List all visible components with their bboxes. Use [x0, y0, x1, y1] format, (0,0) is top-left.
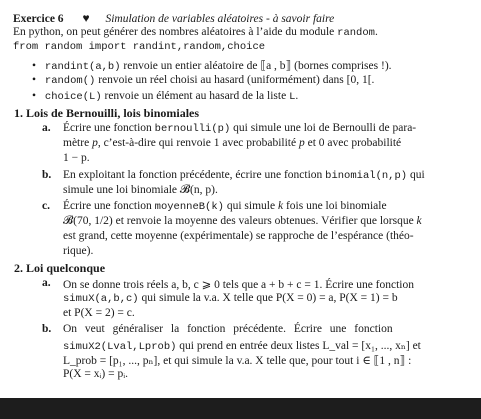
list-item: • choice(L) renvoie un élément au hasard de la liste L. — [32, 90, 299, 103]
section-title: 2. Loi quelconque — [14, 261, 106, 275]
item-label: c. — [42, 200, 50, 212]
item-line: et P(X = 2) = c. — [63, 307, 135, 319]
list-item: • randint(a,b) renvoie un entier aléatoire de ⟦a , b⟧ (bornes comprises !). — [32, 60, 392, 73]
heart-icon: ♥ — [82, 11, 90, 25]
item-label: a. — [42, 122, 51, 134]
section-title: 1. Lois de Bernouilli, lois binomiales — [14, 106, 200, 120]
intro-line: En python, on peut générer des nombres aléatoires à l’aide du module random. — [13, 26, 378, 39]
exercise-number: Exercice 6 — [13, 13, 64, 25]
item-label: b. — [42, 169, 52, 181]
item-label: b. — [42, 323, 52, 335]
item-line: 𝓑(70, 1/2) et renvoie la moyenne des valeurs obtenues. Vérifier que lorsque k — [63, 215, 422, 227]
module-name: random — [337, 27, 375, 39]
item-line: simuX(a,b,c) qui simule la v.a. X telle que P(X = 0) = a, P(X = 1) = b — [63, 292, 398, 305]
import-line: from random import randint,random,choice — [13, 41, 266, 53]
item-line: simuX2(Lval,Lprob) qui prend en entrée deux listes L_val = [x₁, ..., xₙ] et — [63, 340, 421, 353]
bullet-icon: • — [32, 74, 37, 86]
bullet-icon: • — [32, 60, 37, 72]
item-line: mètre p, c’est-à-dire qui renvoie 1 avec probabilité p et 0 avec probabilité — [63, 137, 402, 149]
item-line: simule une loi binomiale 𝓑(n, p). — [63, 184, 218, 196]
exercise-subtitle: Simulation de variables aléatoires - à savoir faire — [105, 13, 335, 25]
item-line: est grand, cette moyenne (expérimentale) se rapproche de l’espérance (théo- — [63, 230, 414, 242]
item-line: On veut généraliser la fonction précédente. Écrire une fonction — [63, 323, 393, 335]
item-line: P(X = xᵢ) = pᵢ. — [63, 368, 128, 380]
item-line: Écrire une fonction moyenneB(k) qui simule k fois une loi binomiale — [63, 200, 387, 213]
list-item: • random() renvoie un réel choisi au hasard (uniformément) dans [0, 1[. — [32, 74, 375, 87]
bottom-bar — [0, 398, 481, 419]
bullet-icon: • — [32, 90, 37, 102]
item-line: 1 − p. — [63, 152, 90, 164]
item-line: rique). — [63, 245, 94, 257]
item-line: L_prob = [p₁, ..., pₙ], et qui simule la v.a. X telle que, pour tout i ∈ ⟦1 , n⟧ : — [63, 355, 412, 367]
item-line: On se donne trois réels a, b, c ⩾ 0 tels que a + b + c = 1. Écrire une fonction — [63, 279, 414, 291]
item-label: a. — [42, 277, 51, 289]
item-line: En exploitant la fonction précédente, écrire une fonction binomial(n,p) qui — [63, 169, 425, 182]
exercise-header — [13, 11, 334, 26]
item-line: Écrire une fonction bernoulli(p) qui simule une loi de Bernoulli de para- — [63, 122, 417, 135]
